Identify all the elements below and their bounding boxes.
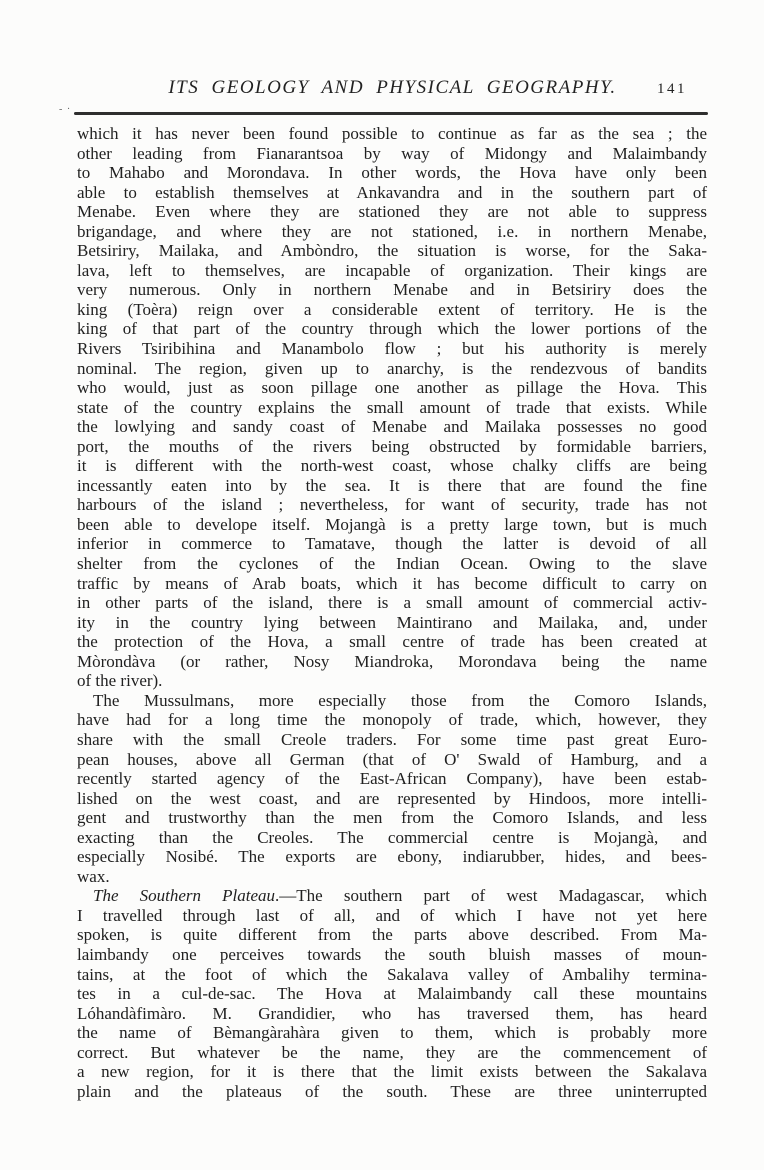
- text-line: it is different with the north-west coast, whose chalky cliffs are being: [77, 456, 707, 476]
- text-line: inferior in commerce to Tamatave, though the latter is devoid of all: [77, 534, 707, 554]
- text-line: correct. But whatever be the name, they are the commencement of: [77, 1042, 707, 1062]
- scan-artifact: - ·: [59, 104, 72, 115]
- text-line: in other parts of the island, there is a small amount of commercial activ-: [77, 593, 707, 613]
- text-line: king of that part of the country through which the lower portions of the: [77, 319, 707, 339]
- text-line: wax.: [77, 866, 110, 886]
- text-line: Menabe. Even where they are stationed they are not able to suppress: [77, 202, 707, 222]
- paragraph: [77, 691, 707, 886]
- text-line: exacting than the Creoles. The commercial centre is Mojangà, and: [77, 827, 707, 847]
- text-line: brigandage, and where they are not stationed, i.e. in northern Menabe,: [77, 221, 707, 241]
- text-line: lished on the west coast, and are represented by Hindoos, more intelli-: [77, 788, 707, 808]
- text-line: Rivers Tsiribihina and Manambolo flow ; but his authority is merely: [77, 339, 707, 359]
- text-line: king (Toèra) reign over a considerable extent of territory. He is the: [77, 299, 707, 319]
- paragraph: [77, 124, 707, 691]
- text-line: nominal. The region, given up to anarchy, is the rendezvous of bandits: [77, 358, 707, 378]
- text-line: gent and trustworthy than the men from the Comoro Islands, and less: [77, 808, 707, 828]
- text-line: I travelled through last of all, and of which I have not yet here: [77, 905, 707, 925]
- text-line: port, the mouths of the rivers being obstructed by formidable barriers,: [77, 436, 707, 456]
- text-line: who would, just as soon pillage one another as pillage the Hova. This: [77, 378, 707, 398]
- text-line: especially Nosibé. The exports are ebony, indiarubber, hides, and bees-: [77, 847, 707, 867]
- paragraph: [77, 886, 707, 1101]
- text-line: been able to develope itself. Mojangà is a pretty large town, but is much: [77, 514, 707, 534]
- text-line: the protection of the Hova, a small centre of trade has been created at: [77, 632, 707, 652]
- page-text: [77, 124, 707, 1101]
- text-line: spoken, is quite different from the parts above described. From Ma-: [77, 925, 707, 945]
- text-line: very numerous. Only in northern Menabe and in Betsiriry does the: [77, 280, 707, 300]
- text-line: The Mussulmans, more especially those from the Comoro Islands,: [93, 690, 707, 710]
- text-line: Mòrondàva (or rather, Nosy Miandroka, Morondava being the name: [77, 651, 707, 671]
- header-rule: [59, 104, 708, 115]
- text-line: Lóhandàfimàro. M. Grandidier, who has traversed them, has heard: [77, 1003, 707, 1023]
- running-header: [77, 77, 708, 101]
- text-line: which it has never been found possible to continue as far as the sea ; the: [77, 124, 707, 143]
- text-line: tes in a cul-de-sac. The Hova at Malaimbandy call these mountains: [77, 984, 707, 1004]
- text-line: a new region, for it is there that the limit exists between the Sakalava: [77, 1062, 707, 1082]
- text-line: pean houses, above all German (that of O' Swald of Hamburg, and a: [77, 749, 707, 769]
- text-line: state of the country explains the small amount of trade that exists. While: [77, 397, 707, 417]
- text-line: [77, 886, 707, 906]
- text-line: incessantly eaten into by the sea. It is there that are found the fine: [77, 475, 707, 495]
- text-line: traffic by means of Arab boats, which it has become difficult to carry on: [77, 573, 707, 593]
- text-line: recently started agency of the East-African Company), have been estab-: [77, 769, 707, 789]
- italic-run: The Southern Plateau: [93, 886, 276, 906]
- text-line: plain and the plateaus of the south. These are three uninterrupted: [77, 1081, 707, 1101]
- text-line: shelter from the cyclones of the Indian Ocean. Owing to the slave: [77, 554, 707, 574]
- text-line: lava, left to themselves, are incapable of organization. Their kings are: [77, 260, 707, 280]
- text-line: laimbandy one perceives towards the south bluish masses of moun-: [77, 944, 707, 964]
- text-run: .—The southern part of west Madagascar, which: [275, 886, 707, 906]
- text-line: harbours of the island ; nevertheless, for want of security, trade has not: [77, 495, 707, 515]
- text-line: have had for a long time the monopoly of trade, which, however, they: [77, 710, 707, 730]
- text-line: share with the small Creole traders. For some time past great Euro-: [77, 729, 707, 749]
- text-line: able to establish themselves at Ankavandra and in the southern part of: [77, 182, 707, 202]
- page-number: 141: [657, 81, 687, 97]
- text-line: tains, at the foot of which the Sakalava valley of Ambalihy termina-: [77, 964, 707, 984]
- text-line: the name of Bèmangàrahàra given to them, which is probably more: [77, 1023, 707, 1043]
- text-line: of the river).: [77, 671, 163, 691]
- text-line: ity in the country lying between Maintirano and Mailaka, and, under: [77, 612, 707, 632]
- running-header-title: ITS GEOLOGY AND PHYSICAL GEOGRAPHY.: [168, 77, 617, 98]
- text-line: the lowlying and sandy coast of Menabe and Mailaka possesses no good: [77, 417, 707, 437]
- text-line: Betsiriry, Mailaka, and Ambòndro, the situation is worse, for the Saka-: [77, 241, 707, 261]
- text-line: other leading from Fianarantsoa by way of Midongy and Malaimbandy: [77, 143, 707, 163]
- text-line: to Mahabo and Morondava. In other words, the Hova have only been: [77, 163, 707, 183]
